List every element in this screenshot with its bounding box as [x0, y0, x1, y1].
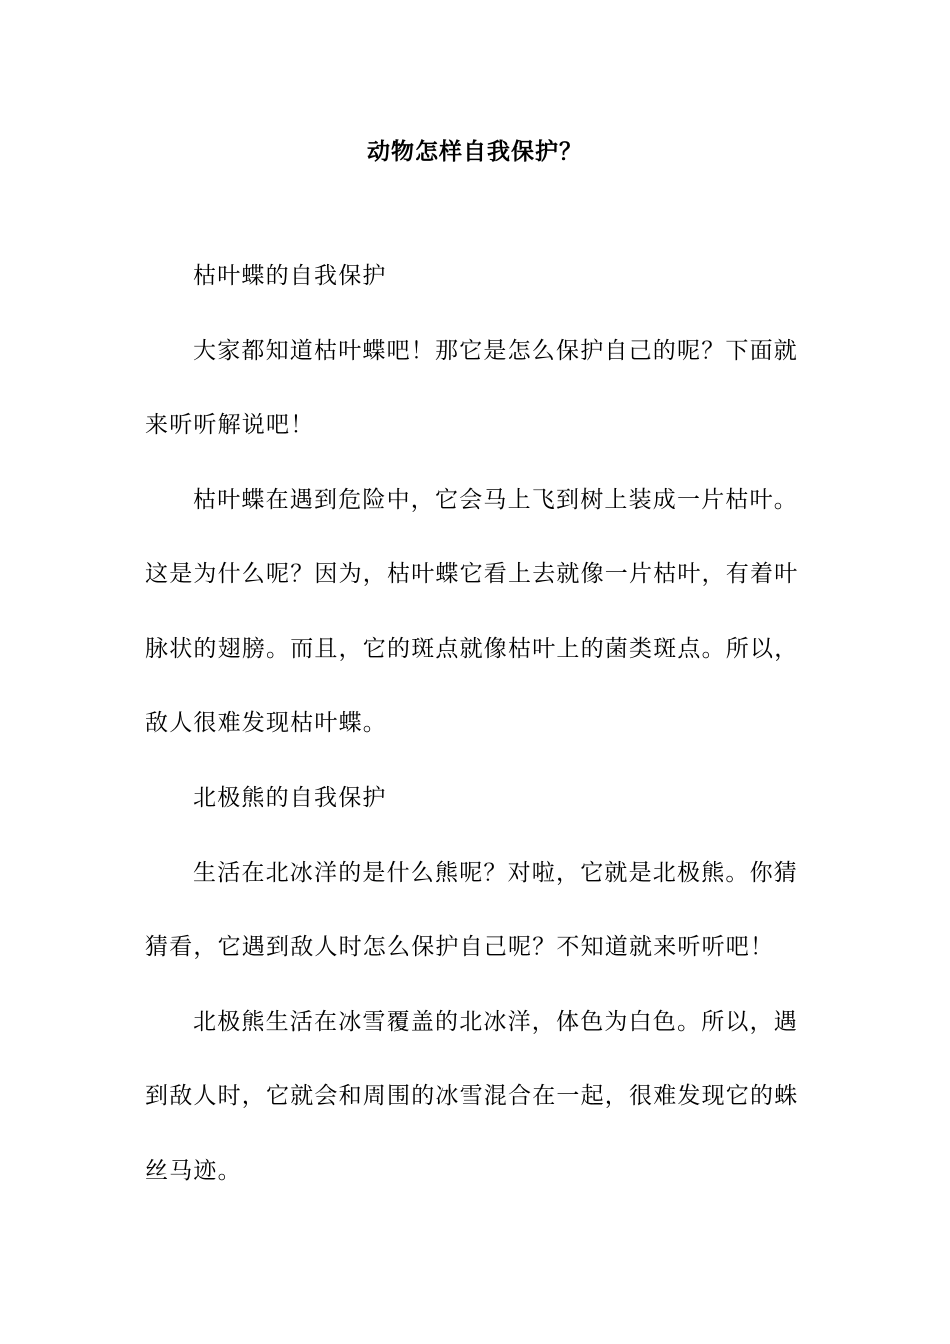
paragraph-line: 来听听解说吧！ [145, 412, 315, 438]
paragraph-line: 北极熊生活在冰雪覆盖的北冰洋，体色为白色。所以，遇 [193, 1009, 798, 1035]
section-heading-leaf-butterfly: 枯叶蝶的自我保护 [193, 263, 387, 289]
paragraph-line: 到敌人时，它就会和周围的冰雪混合在一起，很难发现它的蛛 [145, 1083, 799, 1109]
paragraph-line: 脉状的翅膀。而且，它的斑点就像枯叶上的菌类斑点。所以， [145, 636, 799, 662]
paragraph-line: 猜看，它遇到敌人时怎么保护自己呢？不知道就来听听吧！ [145, 934, 775, 960]
paragraph-line: 这是为什么呢？因为，枯叶蝶它看上去就像一片枯叶，有着叶 [145, 561, 799, 587]
paragraph-line: 生活在北冰洋的是什么熊呢？对啦，它就是北极熊。你猜 [193, 860, 798, 886]
paragraph-line: 大家都知道枯叶蝶吧！那它是怎么保护自己的呢？下面就 [193, 338, 798, 364]
paragraph-line: 敌人很难发现枯叶蝶。 [145, 710, 387, 736]
paragraph-line: 丝马迹。 [145, 1158, 242, 1184]
paragraph-line: 枯叶蝶在遇到危险中，它会马上飞到树上装成一片枯叶。 [193, 487, 798, 513]
document-title: 动物怎样自我保护？ [367, 138, 583, 165]
section-heading-polar-bear: 北极熊的自我保护 [193, 785, 387, 811]
